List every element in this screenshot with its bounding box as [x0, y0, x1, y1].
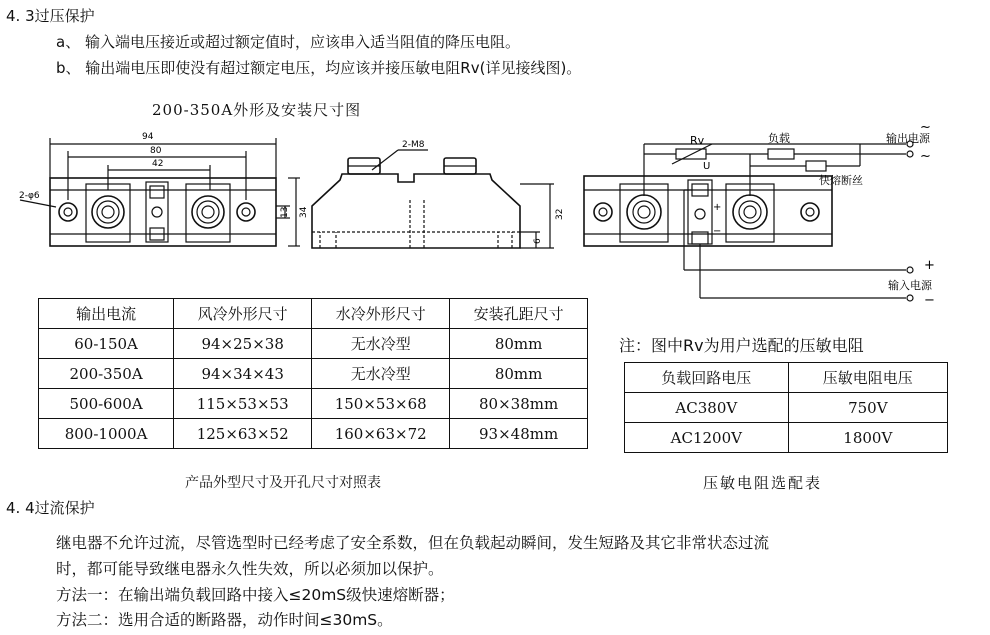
- varistor-note: 注：图中Rv为用户选配的压敏电阻: [619, 336, 864, 355]
- dim-32-label: 32: [555, 208, 565, 220]
- table-row: [625, 363, 948, 393]
- table-cell: 80×38mm: [450, 389, 588, 419]
- table-cell: 94×25×38: [174, 329, 312, 359]
- rv-label: Rv: [690, 134, 705, 147]
- overcurrent-method-2: 方法二：选用合适的断路器，动作时间≤30mS。: [56, 611, 393, 629]
- table-cell: 200-350A: [39, 359, 174, 389]
- minus-sign: −: [924, 293, 935, 308]
- dim-2m8-label: 2-M8: [402, 140, 425, 150]
- input-power-label: 输入电源: [888, 279, 932, 292]
- plus-sign: +: [924, 258, 935, 273]
- load-label: 负载: [768, 132, 790, 145]
- dim-2phi6-label: 2-φ6: [19, 191, 40, 201]
- size-header-hole: 安装孔距尺寸: [450, 299, 588, 329]
- table-cell: 93×48mm: [450, 419, 588, 449]
- varistor-header-voltage: 压敏电阻电压: [788, 363, 947, 393]
- overvoltage-line-a: a、 输入端电压接近或超过额定值时，应该串入适当阻值的降压电阻。: [56, 33, 520, 51]
- table-row: [625, 393, 948, 423]
- section-4-3-title: 4. 3过压保护: [6, 7, 95, 25]
- table-row: [39, 389, 588, 419]
- dim-80-label: 80: [150, 146, 162, 156]
- table-cell: 80mm: [450, 359, 588, 389]
- table-cell: 1800V: [788, 423, 947, 453]
- size-header-water: 水冷外形尺寸: [312, 299, 450, 329]
- tilde-2: ~: [920, 149, 931, 164]
- table-row: [625, 423, 948, 453]
- table-row: [39, 329, 588, 359]
- table-row: [39, 299, 588, 329]
- section-4-4-title: 4. 4过流保护: [6, 499, 95, 517]
- table-cell: 150×53×68: [312, 389, 450, 419]
- size-table-caption: 产品外型尺寸及开孔尺寸对照表: [185, 475, 381, 491]
- varistor-table: [624, 362, 948, 453]
- table-cell: 115×53×53: [174, 389, 312, 419]
- table-cell: 160×63×72: [312, 419, 450, 449]
- table-cell: 60-150A: [39, 329, 174, 359]
- dim-13-label: 13: [280, 206, 290, 218]
- terminal-plus: +: [713, 202, 722, 213]
- tilde-1: ~: [920, 120, 931, 135]
- table-cell: 125×63×52: [174, 419, 312, 449]
- table-cell: 无水冷型: [312, 329, 450, 359]
- drawing-title: 200-350A外形及安装尺寸图: [152, 101, 362, 119]
- dim-42-label: 42: [152, 159, 164, 169]
- table-cell: 500-600A: [39, 389, 174, 419]
- table-cell: 无水冷型: [312, 359, 450, 389]
- overcurrent-para-1: 继电器不允许过流，尽管选型时已经考虑了安全系数，但在负载起动瞬间，发生短路及其它非常状态过流: [56, 534, 770, 552]
- terminal-minus: −: [713, 226, 722, 237]
- table-row: [39, 359, 588, 389]
- dim-6-label: 6: [533, 238, 543, 244]
- output-power-label: 输出电源: [886, 132, 930, 145]
- table-row: [39, 419, 588, 449]
- table-cell: 750V: [788, 393, 947, 423]
- size-header-air: 风冷外形尺寸: [174, 299, 312, 329]
- table-cell: 800-1000A: [39, 419, 174, 449]
- table-cell: AC380V: [625, 393, 789, 423]
- u-label: U: [703, 161, 711, 172]
- table-cell: 80mm: [450, 329, 588, 359]
- varistor-header-load: 负载回路电压: [625, 363, 789, 393]
- table-cell: AC1200V: [625, 423, 789, 453]
- overcurrent-method-1: 方法一：在输出端负载回路中接入≤20mS级快速熔断器；: [56, 586, 455, 604]
- overcurrent-para-2: 时，都可能导致继电器永久性失效，所以必须加以保护。: [56, 560, 444, 578]
- dim-34-label: 34: [299, 206, 309, 218]
- varistor-table-caption: 压敏电阻选配表: [703, 474, 823, 492]
- dim-94-label: 94: [142, 132, 154, 142]
- fuse-label: 快熔断丝: [819, 174, 863, 187]
- size-header-current: 输出电流: [39, 299, 174, 329]
- table-cell: 94×34×43: [174, 359, 312, 389]
- overvoltage-line-b: b、 输出端电压即使没有超过额定电压，均应该并接压敏电阻Rv(详见接线图)。: [56, 59, 582, 77]
- size-table: [38, 298, 588, 449]
